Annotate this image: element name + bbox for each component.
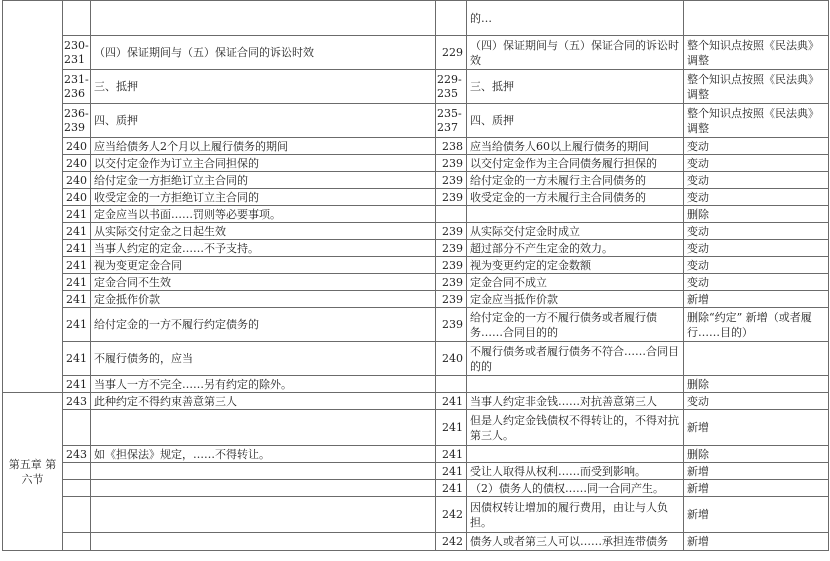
table-row bbox=[3, 189, 829, 206]
old-text-cell bbox=[91, 410, 436, 446]
table-row bbox=[3, 240, 829, 257]
table-row bbox=[3, 533, 829, 551]
table-row bbox=[3, 1, 829, 36]
old-page-cell: 241 bbox=[63, 257, 91, 274]
old-page-cell: 240 bbox=[63, 138, 91, 155]
new-text-cell: 给付定金的一方不履行债务或者履行债务……合同目的的 bbox=[467, 308, 684, 342]
new-page-cell bbox=[436, 1, 467, 36]
change-note-cell: 删除 bbox=[684, 446, 829, 463]
old-page-cell bbox=[63, 1, 91, 36]
change-note-cell: 整个知识点按照《民法典》调整 bbox=[684, 70, 829, 104]
change-note-cell: 变动 bbox=[684, 223, 829, 240]
new-text-cell: 从实际交付定金时成立 bbox=[467, 223, 684, 240]
table-row bbox=[3, 257, 829, 274]
new-page-cell: 242 bbox=[436, 533, 467, 551]
change-note-cell: 整个知识点按照《民法典》调整 bbox=[684, 36, 829, 70]
new-page-cell bbox=[436, 376, 467, 393]
comparison-table bbox=[2, 0, 829, 551]
old-text-cell: 定金应当以书面……罚则等必要事项。 bbox=[91, 206, 436, 223]
change-note-cell: 新增 bbox=[684, 533, 829, 551]
new-page-cell: 241 bbox=[436, 410, 467, 446]
old-page-cell bbox=[63, 497, 91, 533]
new-text-cell: 不履行债务或者履行债务不符合……合同目的的 bbox=[467, 342, 684, 376]
table-row bbox=[3, 497, 829, 533]
table-row bbox=[3, 70, 829, 104]
old-text-cell: 以交付定金作为订立主合同担保的 bbox=[91, 155, 436, 172]
old-text-cell: 此种约定不得约束善意第三人 bbox=[91, 393, 436, 410]
new-page-cell: 239 bbox=[436, 257, 467, 274]
table-row bbox=[3, 308, 829, 342]
old-text-cell: 视为变更定金合同 bbox=[91, 257, 436, 274]
table-row bbox=[3, 155, 829, 172]
old-text-cell: 从实际交付定金之日起生效 bbox=[91, 223, 436, 240]
old-text-cell: 三、抵押 bbox=[91, 70, 436, 104]
old-page-cell: 240 bbox=[63, 189, 91, 206]
old-text-cell: 应当给债务人2个月以上履行债务的期间 bbox=[91, 138, 436, 155]
table-row bbox=[3, 104, 829, 138]
old-text-cell: （四）保证期间与（五）保证合同的诉讼时效 bbox=[91, 36, 436, 70]
change-note-cell: 变动 bbox=[684, 189, 829, 206]
old-text-cell: 当事人一方不完全……另有约定的除外。 bbox=[91, 376, 436, 393]
new-text-cell: 的… bbox=[467, 1, 684, 36]
change-note-cell: 删除 bbox=[684, 376, 829, 393]
table-row bbox=[3, 393, 829, 410]
old-page-cell: 241 bbox=[63, 376, 91, 393]
change-note-cell: 变动 bbox=[684, 172, 829, 189]
new-text-cell: 超过部分不产生定金的效力。 bbox=[467, 240, 684, 257]
new-text-cell: 给付定金的一方未履行主合同债务的 bbox=[467, 172, 684, 189]
new-page-cell: 229 bbox=[436, 36, 467, 70]
new-page-cell: 241 bbox=[436, 463, 467, 480]
new-text-cell: 视为变更约定的定金数额 bbox=[467, 257, 684, 274]
change-note-cell: 整个知识点按照《民法典》调整 bbox=[684, 104, 829, 138]
change-note-cell: 变动 bbox=[684, 257, 829, 274]
new-page-cell: 229-235 bbox=[436, 70, 467, 104]
table-row bbox=[3, 291, 829, 308]
new-text-cell: 因债权转让增加的履行费用，由让与人负担。 bbox=[467, 497, 684, 533]
old-page-cell: 241 bbox=[63, 308, 91, 342]
old-text-cell: 如《担保法》规定，……不得转让。 bbox=[91, 446, 436, 463]
old-text-cell bbox=[91, 1, 436, 36]
old-page-cell: 230-231 bbox=[63, 36, 91, 70]
table-row bbox=[3, 463, 829, 480]
change-note-cell: 变动 bbox=[684, 274, 829, 291]
change-note-cell: 删除“约定” 新增（或者履行……目的） bbox=[684, 308, 829, 342]
new-text-cell: 以交付定金作为主合同债务履行担保的 bbox=[467, 155, 684, 172]
old-text-cell bbox=[91, 463, 436, 480]
change-note-cell: 新增 bbox=[684, 291, 829, 308]
change-note-cell: 变动 bbox=[684, 138, 829, 155]
old-page-cell bbox=[63, 480, 91, 497]
new-text-cell: 当事人约定非金钱……对抗善意第三人 bbox=[467, 393, 684, 410]
new-page-cell: 242 bbox=[436, 497, 467, 533]
new-text-cell: 但是人约定金钱债权不得转让的，不得对抗第三人。 bbox=[467, 410, 684, 446]
old-text-cell: 定金合同不生效 bbox=[91, 274, 436, 291]
chapter-cell: 第五章 第六节 bbox=[3, 393, 63, 551]
change-note-cell: 删除 bbox=[684, 206, 829, 223]
new-page-cell: 239 bbox=[436, 155, 467, 172]
old-text-cell: 不履行债务的，应当 bbox=[91, 342, 436, 376]
new-page-cell: 235-237 bbox=[436, 104, 467, 138]
old-page-cell: 243 bbox=[63, 393, 91, 410]
old-page-cell: 240 bbox=[63, 172, 91, 189]
new-page-cell: 239 bbox=[436, 291, 467, 308]
table-row bbox=[3, 223, 829, 240]
new-text-cell: 三、抵押 bbox=[467, 70, 684, 104]
change-note-cell: 变动 bbox=[684, 155, 829, 172]
change-note-cell: 新增 bbox=[684, 463, 829, 480]
new-page-cell: 239 bbox=[436, 308, 467, 342]
new-text-cell: 四、质押 bbox=[467, 104, 684, 138]
new-page-cell: 239 bbox=[436, 240, 467, 257]
new-page-cell: 239 bbox=[436, 189, 467, 206]
new-page-cell bbox=[436, 206, 467, 223]
change-note-cell: 新增 bbox=[684, 410, 829, 446]
new-page-cell: 241 bbox=[436, 446, 467, 463]
old-page-cell: 231-236 bbox=[63, 70, 91, 104]
new-text-cell: （四）保证期间与（五）保证合同的诉讼时效 bbox=[467, 36, 684, 70]
old-text-cell: 给付定金一方拒绝订立主合同的 bbox=[91, 172, 436, 189]
table-row bbox=[3, 36, 829, 70]
new-page-cell: 239 bbox=[436, 274, 467, 291]
table-row bbox=[3, 376, 829, 393]
new-text-cell bbox=[467, 206, 684, 223]
table-row bbox=[3, 274, 829, 291]
change-note-cell: 新增 bbox=[684, 497, 829, 533]
new-page-cell: 239 bbox=[436, 223, 467, 240]
new-page-cell: 239 bbox=[436, 172, 467, 189]
old-page-cell: 241 bbox=[63, 291, 91, 308]
old-page-cell: 241 bbox=[63, 206, 91, 223]
old-page-cell: 243 bbox=[63, 446, 91, 463]
old-text-cell: 给付定金的一方不履行约定债务的 bbox=[91, 308, 436, 342]
old-text-cell: 当事人约定的定金……不予支持。 bbox=[91, 240, 436, 257]
new-page-cell: 241 bbox=[436, 393, 467, 410]
new-text-cell: 定金应当抵作价款 bbox=[467, 291, 684, 308]
change-note-cell: 新增 bbox=[684, 480, 829, 497]
new-page-cell: 240 bbox=[436, 342, 467, 376]
old-page-cell: 240 bbox=[63, 155, 91, 172]
change-note-cell bbox=[684, 342, 829, 376]
old-page-cell: 241 bbox=[63, 342, 91, 376]
new-text-cell bbox=[467, 376, 684, 393]
new-text-cell: （2）债务人的债权……同一合同产生。 bbox=[467, 480, 684, 497]
table-body bbox=[3, 1, 829, 551]
old-text-cell bbox=[91, 480, 436, 497]
old-page-cell: 241 bbox=[63, 240, 91, 257]
new-text-cell bbox=[467, 446, 684, 463]
change-note-cell: 变动 bbox=[684, 393, 829, 410]
new-page-cell: 241 bbox=[436, 480, 467, 497]
old-page-cell bbox=[63, 533, 91, 551]
table-row bbox=[3, 206, 829, 223]
table-row bbox=[3, 480, 829, 497]
chapter-cell-top bbox=[3, 1, 63, 393]
change-note-cell bbox=[684, 1, 829, 36]
old-text-cell bbox=[91, 533, 436, 551]
new-text-cell: 受让人取得从权利……而受到影响。 bbox=[467, 463, 684, 480]
old-page-cell: 236-239 bbox=[63, 104, 91, 138]
old-page-cell bbox=[63, 410, 91, 446]
old-text-cell bbox=[91, 497, 436, 533]
old-page-cell: 241 bbox=[63, 274, 91, 291]
new-text-cell: 定金合同不成立 bbox=[467, 274, 684, 291]
table-row bbox=[3, 410, 829, 446]
change-note-cell: 变动 bbox=[684, 240, 829, 257]
table-row bbox=[3, 138, 829, 155]
table-row bbox=[3, 342, 829, 376]
old-text-cell: 定金抵作价款 bbox=[91, 291, 436, 308]
old-page-cell: 241 bbox=[63, 223, 91, 240]
new-text-cell: 收受定金的一方未履行主合同债务的 bbox=[467, 189, 684, 206]
old-page-cell bbox=[63, 463, 91, 480]
old-text-cell: 四、质押 bbox=[91, 104, 436, 138]
table-row bbox=[3, 172, 829, 189]
new-text-cell: 债务人或者第三人可以……承担连带债务 bbox=[467, 533, 684, 551]
old-text-cell: 收受定金的一方拒绝订立主合同的 bbox=[91, 189, 436, 206]
new-page-cell: 238 bbox=[436, 138, 467, 155]
table-row bbox=[3, 446, 829, 463]
new-text-cell: 应当给债务人60以上履行债务的期间 bbox=[467, 138, 684, 155]
